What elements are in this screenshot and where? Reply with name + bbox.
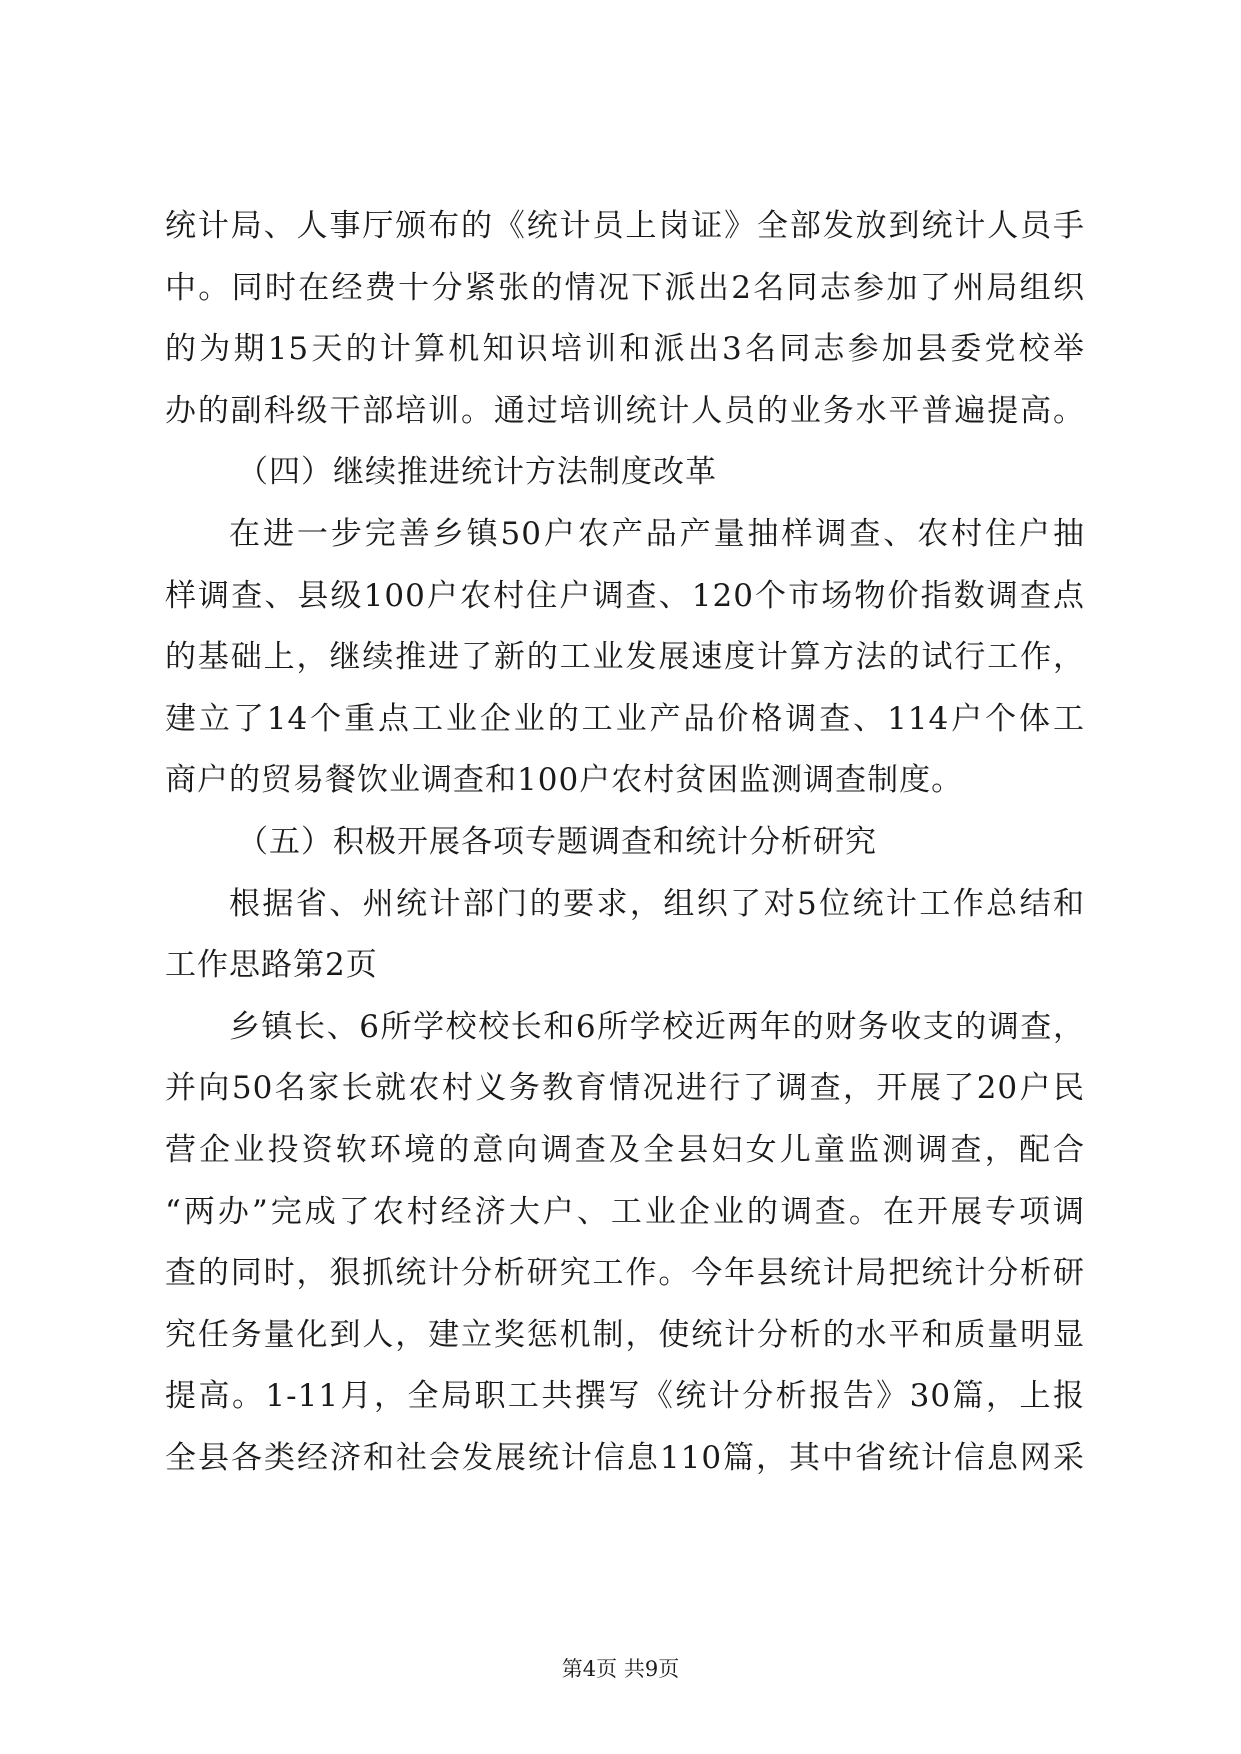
text-line: 在进一步完善乡镇50户农产品产量抽样调查、农村住户抽: [229, 515, 1085, 552]
text-line: 查的同时，狠抓统计分析研究工作。今年县统计局把统计分析研: [165, 1255, 1085, 1292]
text-line: 的为期15天的计算机知识培训和派出3名同志参加县委党校举: [165, 331, 1085, 368]
text-line: 全县各类经济和社会发展统计信息110篇，其中省统计信息网采: [165, 1439, 1085, 1476]
text-line: 究任务量化到人，建立奖惩机制，使统计分析的水平和质量明显: [165, 1316, 1085, 1353]
text-line: 样调查、县级100户农村住户调查、120个市场物价指数调查点: [165, 577, 1085, 614]
text-line: 中。同时在经费十分紧张的情况下派出2名同志参加了州局组织: [165, 269, 1085, 306]
text-line: 营企业投资软环境的意向调查及全县妇女儿童监测调查，配合: [165, 1131, 1085, 1168]
text-line: 建立了14个重点工业企业的工业产品价格调查、114户个体工: [165, 700, 1085, 737]
text-line: “两办”完成了农村经济大户、工业企业的调查。在开展专项调: [165, 1193, 1085, 1230]
text-line: 并向50名家长就农村义务教育情况进行了调查，开展了20户民: [165, 1070, 1085, 1107]
text-line: 办的副科级干部培训。通过培训统计人员的业务水平普遍提高。: [165, 392, 1085, 429]
text-line: 统计局、人事厅颁布的《统计员上岗证》全部发放到统计人员手: [165, 208, 1085, 244]
text-line: 商户的贸易餐饮业调查和100户农村贫困监测调查制度。: [165, 762, 964, 799]
text-line: 的基础上，继续推进了新的工业发展速度计算方法的试行工作，: [165, 639, 1085, 676]
text-line: 工作思路第2页: [165, 947, 378, 984]
text-line: 提高。1-11月，全局职工共撰写《统计分析报告》30篇，上报: [165, 1378, 1085, 1415]
document-body: [165, 196, 1085, 1489]
section-heading: （五）积极开展各项专题调查和统计分析研究: [237, 823, 877, 860]
text-line: 根据省、州统计部门的要求，组织了对5位统计工作总结和: [229, 885, 1085, 922]
page-footer: 第4页 共9页: [561, 1657, 680, 1681]
text-line: 乡镇长、6所学校校长和6所学校近两年的财务收支的调查，: [229, 1008, 1085, 1045]
section-heading: （四）继续推进统计方法制度改革: [237, 454, 717, 491]
